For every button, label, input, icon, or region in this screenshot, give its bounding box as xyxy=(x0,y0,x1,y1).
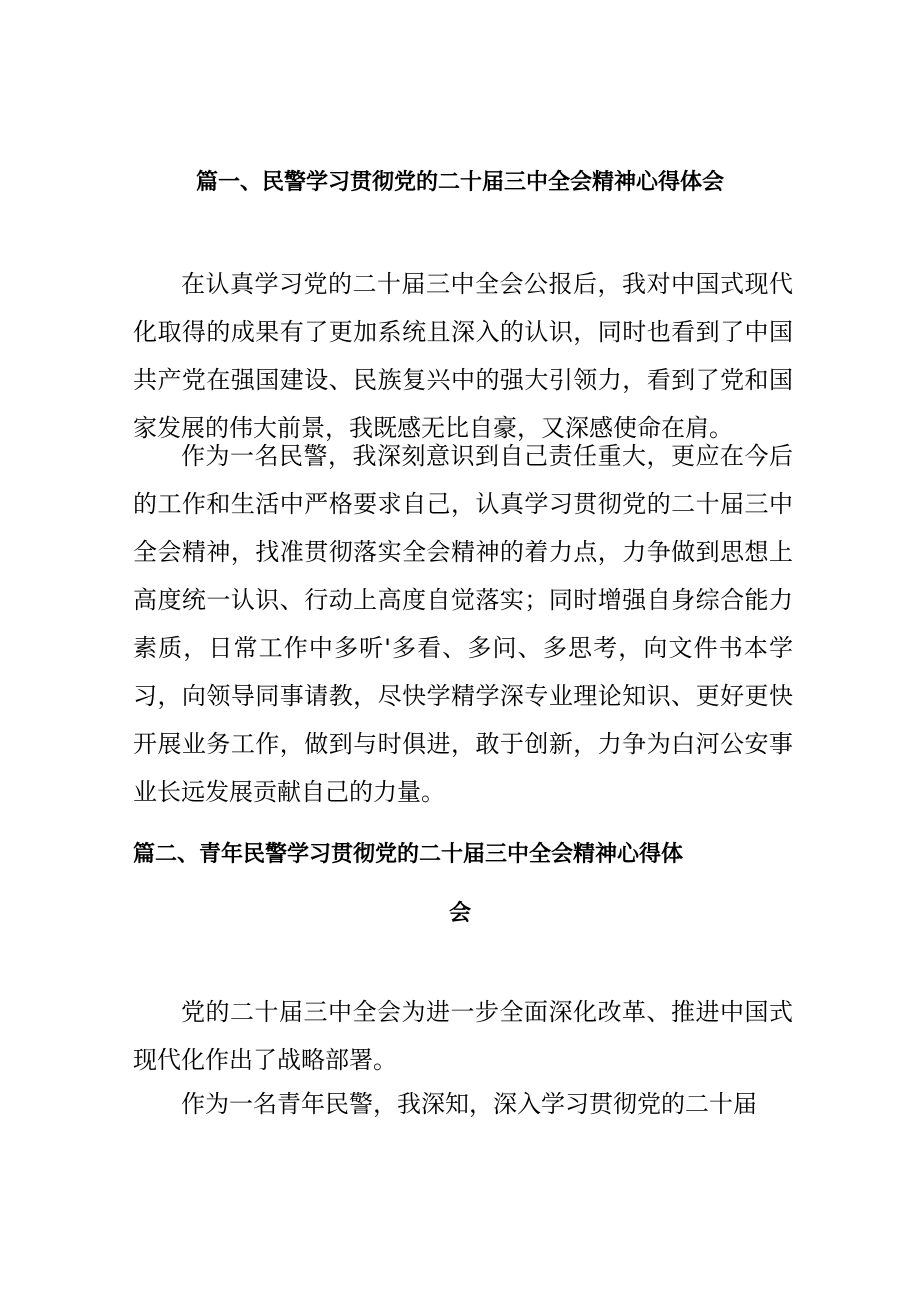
section2-paragraph-1: 党的二十届三中全会为进一步全面深化改革、推进中国式现代化作出了战略部署。 xyxy=(133,998,793,1074)
section2-title-line2: 会 xyxy=(448,901,471,926)
section1-paragraph-2: 作为一名民警，我深刻意识到自己责任重大，更应在今后的工作和生活中严格要求自己，认真学习贯彻党的二十届三中全会精神，找准贯彻落实全会精神的着力点，力争做到思想上高度统一认识、行动上高度自觉落实；同时增强自身综合能力素质，日常工作中多听'多看、多问、多思考，向文件书本学习，向领导同事请教，尽快学精学深专业理论知识、更好更快开展业务工作，做到与时俱进，敢于创新，力争为白河公安事业长远发展贡献自己的力量。 xyxy=(133,442,793,806)
section1-paragraph-1: 在认真学习党的二十届三中全会公报后，我对中国式现代化取得的成果有了更加系统且深入的认识，同时也看到了中国共产党在强国建设、民族复兴中的强大引领力，看到了党和国家发展的伟大前景，我既感无比自豪，又深感使命在肩。 xyxy=(133,270,793,442)
section2-paragraph-2: 作为一名青年民警，我深知，深入学习贯彻党的二十届 xyxy=(181,1090,757,1118)
section1-title: 篇一、民警学习贯彻党的二十届三中全会精神心得体会 xyxy=(195,170,724,195)
section2-title-line1: 篇二、青年民警学习贯彻党的二十届三中全会精神心得体 xyxy=(133,842,684,867)
